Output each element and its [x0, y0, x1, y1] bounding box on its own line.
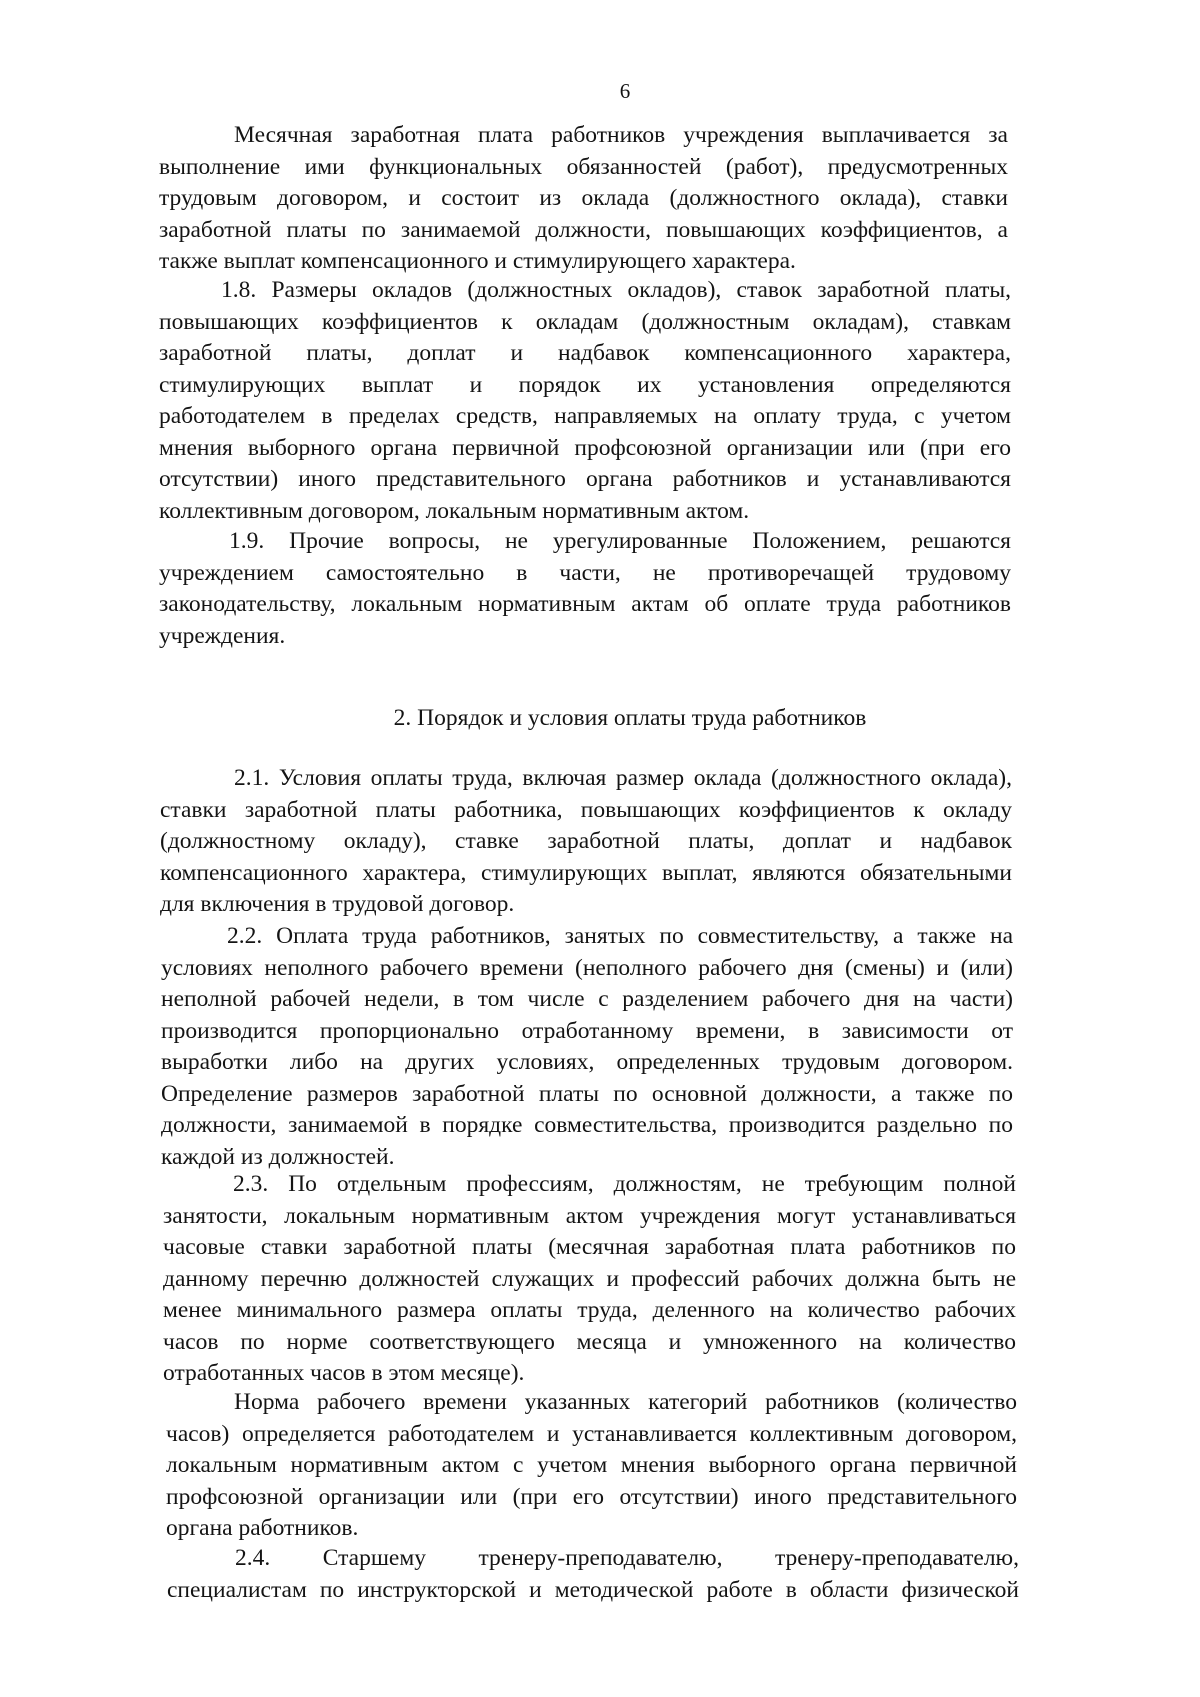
paragraph-line: каждой из должностей. [161, 1143, 395, 1170]
paragraph-line: работодателем в пределах средств, направляемых на оплату труда, с учетом [159, 403, 1011, 429]
paragraph-line: выработки либо на других условиях, определенных трудовым договором. [161, 1049, 1013, 1075]
paragraph-line: условиях неполного рабочего времени (неполного рабочего дня (смены) и (или) [161, 954, 1013, 981]
paragraph-line: должности, занимаемой в порядке совместительства, производится раздельно по [161, 1112, 1013, 1138]
section-heading: 2. Порядок и условия оплаты труда работников [393, 705, 867, 731]
paragraph-line: мнения выборного органа первичной профсоюзной организации или (при его [159, 434, 1011, 461]
paragraph-line: трудовым договором, и состоит из оклада (должностного оклада), ставки [159, 185, 1008, 211]
paragraph-line: учреждения. [159, 622, 286, 649]
paragraph-line: повышающих коэффициентов к окладам (должностным окладам), ставкам [159, 308, 1011, 335]
paragraph-line: часовые ставки заработной платы (месячная заработная плата работников по [163, 1234, 1016, 1260]
paragraph-line: 2.1. Условия оплаты труда, включая размер оклада (должностного оклада), [234, 765, 1012, 791]
paragraph-line: заработной платы по занимаемой должности, повышающих коэффициентов, а [159, 216, 1008, 243]
paragraph-line: локальным нормативным актом с учетом мнения выборного органа первичной [166, 1452, 1017, 1478]
paragraph-line: отработанных часов в этом месяце). [163, 1360, 525, 1386]
paragraph-line: часов) определяется работодателем и устанавливается коллективным договором, [166, 1420, 1017, 1447]
clause-1-8 [159, 275, 1011, 527]
paragraph-line: менее минимального размера оплаты труда, деленного на количество рабочих [163, 1297, 1016, 1323]
paragraph-line: неполной рабочей недели, в том числе с разделением рабочего дня на части) [161, 986, 1013, 1012]
paragraph-line: 2.4. Старшему тренеру-преподавателю, тренеру-преподавателю, [235, 1545, 1019, 1571]
paragraph-line: Месячная заработная плата работников учреждения выплачивается за [234, 122, 1008, 148]
clause-2-3 [163, 1169, 1016, 1390]
paragraph-line: Норма рабочего времени указанных категорий работников (количество [234, 1389, 1017, 1415]
paragraph-line: часов по норме соответствующего месяца и умноженного на количество [163, 1328, 1016, 1355]
paragraph-line: специалистам по инструкторской и методической работе в области физической [167, 1576, 1019, 1603]
paragraph-line: (должностному окладу), ставке заработной платы, доплат и надбавок [160, 828, 1012, 854]
clause-2-4 [167, 1543, 1019, 1606]
clause-2-1 [160, 763, 1012, 921]
page-number: 6 [619, 79, 631, 103]
paragraph-line: ставки заработной платы работника, повышающих коэффициентов к окладу [160, 796, 1012, 823]
clause-1-9 [159, 526, 1011, 652]
paragraph-line: учреждением самостоятельно в части, не противоречащей трудовому [159, 559, 1011, 586]
paragraph-line: производится пропорционально отработанному времени, в зависимости от [161, 1017, 1013, 1044]
paragraph-salary-composition [159, 120, 1008, 278]
paragraph-line: 2.2. Оплата труда работников, занятых по совместительству, а также на [227, 923, 1013, 949]
paragraph-line: Определение размеров заработной платы по основной должности, а также по [161, 1080, 1013, 1107]
paragraph-line: занятости, локальным нормативным актом учреждения могут устанавливаться [163, 1202, 1016, 1229]
paragraph-line: 1.8. Размеры окладов (должностных окладов), ставок заработной платы, [221, 277, 1011, 303]
paragraph-line: заработной платы, доплат и надбавок компенсационного характера, [159, 340, 1011, 366]
paragraph-line: для включения в трудовой договор. [160, 891, 515, 917]
paragraph-line: также выплат компенсационного и стимулирующего характера. [159, 248, 796, 274]
paragraph-working-time-norm [166, 1387, 1017, 1545]
paragraph-line: выполнение ими функциональных обязанностей (работ), предусмотренных [159, 153, 1008, 180]
paragraph-line: органа работников. [166, 1515, 359, 1541]
paragraph-line: коллективным договором, локальным нормативным актом. [159, 497, 750, 524]
clause-2-2 [161, 921, 1013, 1173]
paragraph-line: отсутствии) иного представительного органа работников и устанавливаются [159, 466, 1011, 492]
paragraph-line: профсоюзной организации или (при его отсутствии) иного представительного [166, 1483, 1017, 1510]
paragraph-line: 1.9. Прочие вопросы, не урегулированные Положением, решаются [229, 528, 1011, 554]
paragraph-line: компенсационного характера, стимулирующих выплат, являются обязательными [160, 859, 1012, 886]
paragraph-line: данному перечню должностей служащих и профессий рабочих должна быть не [163, 1265, 1016, 1292]
paragraph-line: стимулирующих выплат и порядок их установления определяются [159, 371, 1011, 398]
paragraph-line: законодательству, локальным нормативным актам об оплате труда работников [159, 591, 1011, 617]
paragraph-line: 2.3. По отдельным профессиям, должностям, не требующим полной [233, 1171, 1016, 1197]
